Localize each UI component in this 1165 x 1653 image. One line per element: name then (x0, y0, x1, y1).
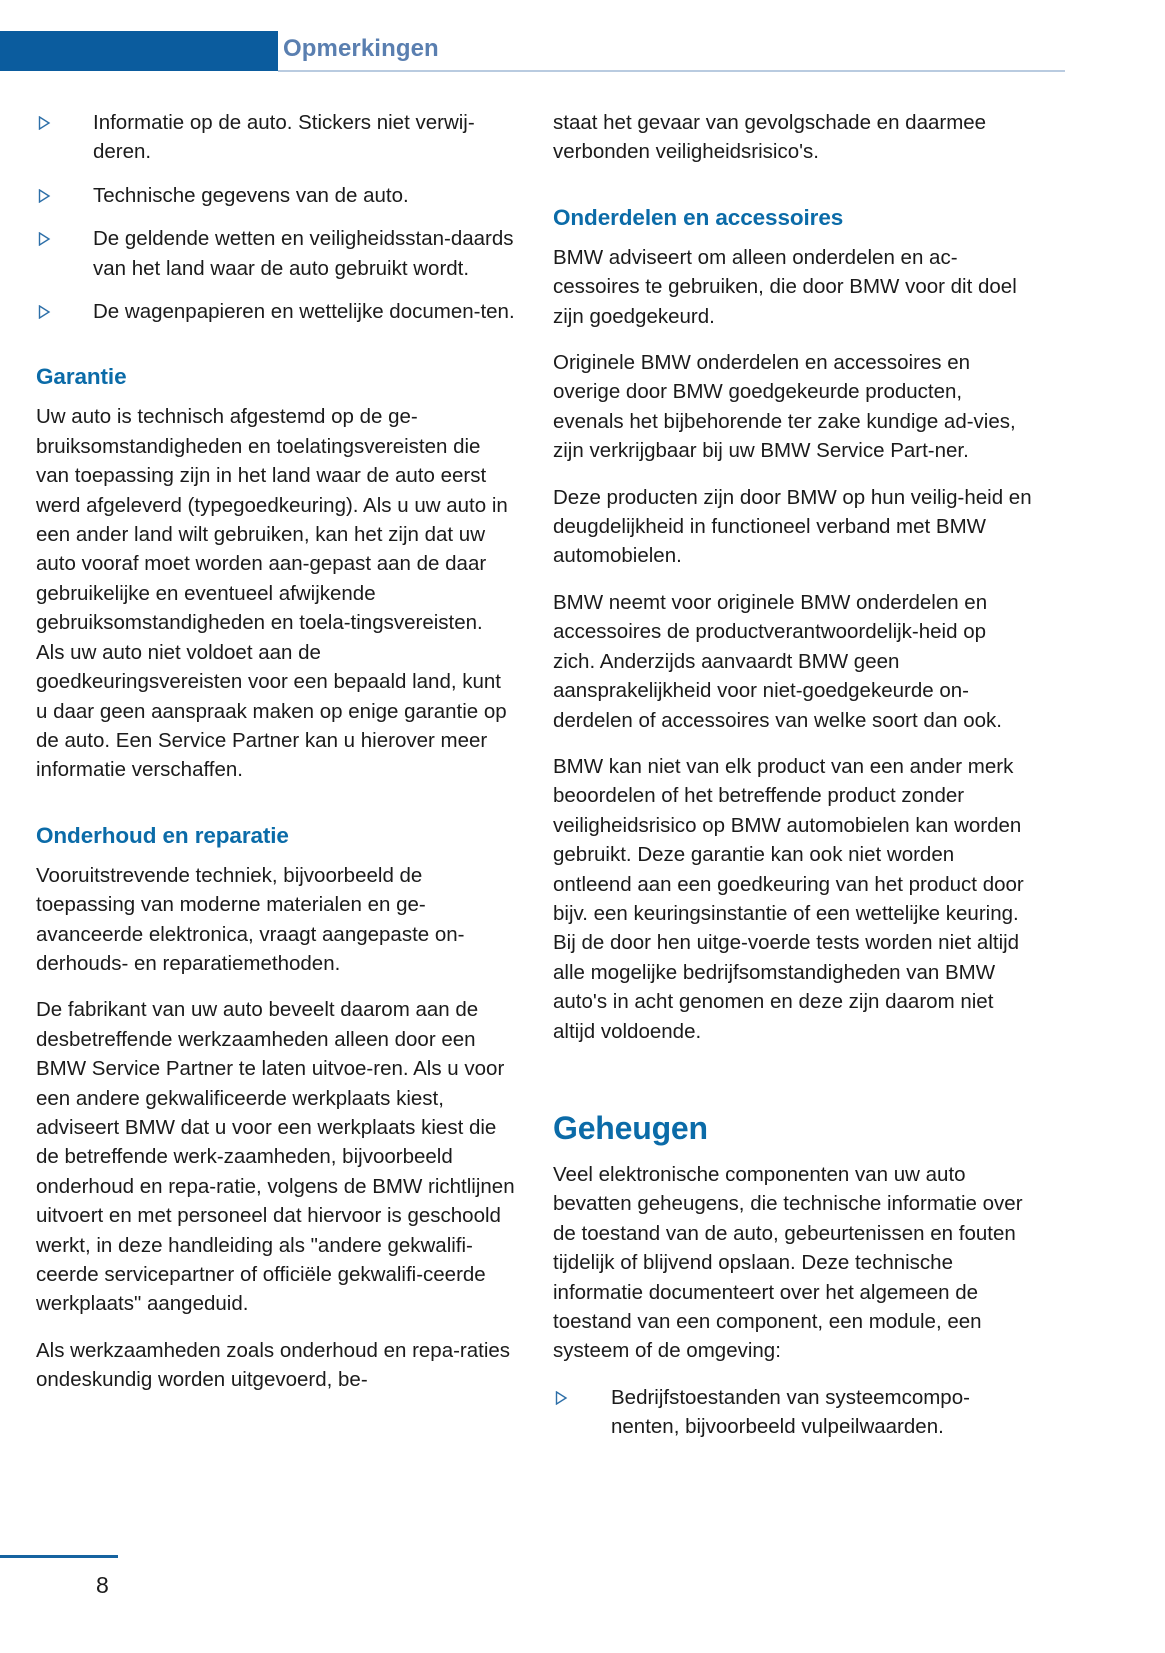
paragraph: Deze producten zijn door BMW op hun veilig-heid en deugdelijkheid in functioneel verband met BMW automobielen. (553, 485, 1032, 568)
paragraph: De fabrikant van uw auto beveelt daarom aan de desbetreffende werkzaamheden alleen door een BMW Service Partner te laten uitvoe-ren. Als u voor een andere gekwalificeerde werkplaats kiest, adviseert BMW dat u voor een werkplaats kiest die de betreffende werk-zaamheden, bijvoorbeeld onderhoud en repa-ratie, volgens de BMW richtlijnen uitvoert en met personeel dat hiervoor is geschoold werkt, in deze handleiding als "andere gekwalifi-ceerde servicepartner of officiële gekwalifi-ceerde werkplaats" aangeduid. (36, 998, 515, 1316)
list-item-label: De geldende wetten en veiligheidsstan-daards van het land waar de auto gebruikt wordt. (93, 227, 514, 280)
footer-divider (0, 1555, 118, 1558)
section-heading-onderdelen-en-accessoires: Onderdelen en accessoires (553, 204, 844, 230)
triangle-bullet-icon (555, 1391, 568, 1405)
section-heading-onderhoud-en-reparatie: Onderhoud en reparatie (36, 822, 289, 848)
list-item (36, 108, 515, 167)
paragraph: Originele BMW onderdelen en accessoires en overige door BMW goedgekeurde producten, evenals het bijbehorende ter zake kundige ad-vies, zijn verkrijgbaar bij uw BMW Service Part-ner. (553, 351, 1016, 463)
list-item (553, 1383, 1032, 1442)
list-item (36, 181, 515, 210)
header-divider (278, 70, 1065, 72)
list-item (36, 297, 515, 326)
page-header (0, 0, 1165, 76)
left-column (36, 108, 515, 1395)
list-item-label: Informatie op de auto. Stickers niet verwij-deren. (93, 111, 475, 164)
paragraph: Als werkzaamheden zoals onderhoud en repa-raties ondeskundig worden uitgevoerd, be- (36, 1338, 511, 1392)
intro-bullet-list (36, 108, 515, 326)
paragraph: Vooruitstrevende techniek, bijvoorbeeld de toepassing van moderne materialen en ge-avanceerde elektronica, vraagt aangepaste on-derhouds- en reparatiemethoden. (36, 863, 465, 975)
triangle-bullet-icon (38, 116, 51, 130)
list-item (36, 224, 515, 283)
section-heading-garantie: Garantie (36, 364, 127, 390)
triangle-bullet-icon (38, 305, 51, 319)
header-blue-block (0, 31, 278, 71)
paragraph: BMW adviseert om alleen onderdelen en ac-cessoires te gebruiken, die door BMW voor dit doel zijn goedgekeurd. (553, 245, 1017, 328)
triangle-bullet-icon (38, 232, 51, 246)
page-footer (0, 1533, 1165, 1653)
right-column (553, 108, 1032, 1442)
list-item-label: De wagenpapieren en wettelijke documen-ten. (93, 300, 515, 324)
paragraph: BMW neemt voor originele BMW onderdelen en accessoires de productverantwoordelijk-heid op zich. Anderzijds aanvaardt BMW geen aansprakelijkheid voor niet-goedgekeurde on-derdelen of accessoires van welke soort dan ook. (553, 590, 1002, 732)
geheugen-bullet-list (553, 1383, 1032, 1442)
continued-paragraph: staat het gevaar van gevolgschade en daarmee verbonden veiligheidsrisico's. (553, 111, 987, 164)
triangle-bullet-icon (38, 189, 51, 203)
page-number: 8 (96, 1572, 109, 1598)
list-item-label: Bedrijfstoestanden van systeemcompo-nenten, bijvoorbeeld vulpeilwaarden. (611, 1385, 970, 1439)
list-item-label: Technische gegevens van de auto. (93, 183, 409, 207)
chapter-heading-geheugen: Geheugen (553, 1109, 708, 1146)
page-title: Opmerkingen (283, 35, 439, 62)
paragraph: Uw auto is technisch afgestemd op de ge-bruiksomstandigheden en toelatingsvereisten die van toepassing zijn in het land waar de auto eerst werd afgeleverd (typegoedkeuring). Als u uw auto in een ander land wilt gebruiken, kan het zijn dat uw auto vooraf moet worden aan-gepast aan de daar gebruikelijke en eventueel afwijkende gebruiksomstandigheden en toela-tingsvereisten. Als uw auto niet voldoet aan de goedkeuringsvereisten voor een bepaald land, kunt u daar geen aanspraak maken op enige garantie op de auto. Een Service Partner kan u hierover meer informatie verschaffen. (36, 405, 508, 782)
paragraph: Veel elektronische componenten van uw auto bevatten geheugens, die technische informatie over de toestand van de auto, gebeurtenissen en fouten tijdelijk of blijvend opslaan. Deze technische informatie documenteert over het algemeen de toestand van een component, een module, een systeem of de omgeving: (553, 1162, 1023, 1363)
paragraph: BMW kan niet van elk product van een ander merk beoordelen of het betreffende product zonder veiligheidsrisico op BMW automobielen kan worden gebruikt. Deze garantie kan ook niet worden ontleend aan een goedkeuring van het product door bijv. een keuringsinstantie of een wettelijke keuring. Bij de door hen uitge-voerde tests worden niet altijd alle mogelijke bedrijfsomstandigheden van BMW auto's in acht genomen en deze zijn daarom niet altijd voldoende. (553, 754, 1024, 1043)
